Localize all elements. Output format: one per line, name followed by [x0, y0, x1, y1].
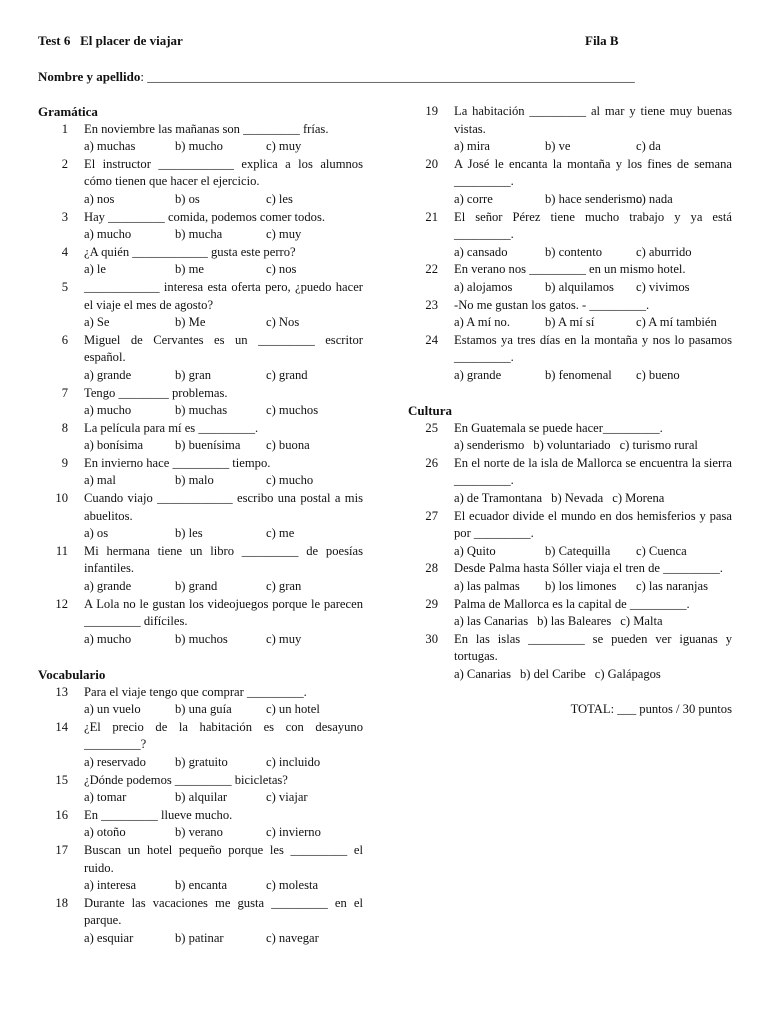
- question-item: [38, 332, 363, 385]
- answer-option[interactable]: a) tomar: [84, 790, 127, 805]
- question-text: El ecuador divide el mundo en dos hemisferios y pasa por _________.: [454, 508, 732, 541]
- page-header: [38, 33, 728, 53]
- answer-option[interactable]: b) grand: [175, 579, 218, 594]
- answer-option[interactable]: c) aburrido: [636, 244, 692, 259]
- question-item: [408, 596, 732, 631]
- answer-option[interactable]: a) mucho: [84, 227, 132, 242]
- question-number: 10: [55, 491, 68, 506]
- question-number: 11: [55, 543, 68, 558]
- question-text: ____________ interesa esta oferta pero, ¿puedo hacer el viaje el mes de agosto?: [84, 279, 363, 312]
- question-text: A Lola no le gustan los videojuegos porque le parecen _________ difíciles.: [84, 596, 363, 629]
- answer-option[interactable]: b) muchas: [175, 403, 228, 418]
- answer-options: [454, 191, 732, 209]
- question-number: 6: [61, 332, 68, 347]
- answer-option[interactable]: a) Se: [84, 315, 110, 330]
- question-text: En las islas _________ se pueden ver iguanas y tortugas.: [454, 631, 732, 664]
- question-item: [408, 297, 732, 332]
- answer-option[interactable]: b) del Caribe: [520, 667, 586, 681]
- question-number: 15: [55, 772, 68, 787]
- answer-option[interactable]: c) las naranjas: [636, 579, 709, 594]
- question-text: En el norte de la isla de Mallorca se encuentra la sierra _________.: [454, 455, 732, 488]
- answer-option[interactable]: c) viajar: [266, 790, 308, 805]
- answer-option[interactable]: c) buona: [266, 438, 310, 453]
- answer-options: [84, 824, 363, 842]
- question-text: ¿Dónde podemos _________ bicicletas?: [84, 772, 288, 787]
- answer-option[interactable]: a) os: [84, 526, 109, 541]
- question-item: [408, 560, 732, 595]
- question-item: [38, 279, 363, 332]
- answer-option[interactable]: c) Nos: [266, 315, 300, 330]
- grammar-list: [38, 121, 363, 649]
- vocab-list: [38, 684, 363, 948]
- answer-option[interactable]: a) de Tramontana: [454, 491, 543, 506]
- question-number: 28: [425, 561, 438, 576]
- answer-options: [84, 191, 363, 209]
- answer-options: [84, 402, 363, 420]
- answer-option[interactable]: c) Morena: [612, 491, 665, 506]
- answer-option[interactable]: c) da: [636, 139, 661, 154]
- question-text: Tengo ________ problemas.: [84, 385, 228, 400]
- name-blank[interactable]: : ___________________________________________________________________________: [140, 69, 635, 84]
- answer-option[interactable]: b) fenomenal: [545, 367, 612, 382]
- answer-option[interactable]: b) Me: [175, 315, 206, 330]
- test-name: El placer de viajar: [80, 33, 183, 48]
- vocab-list-continued: [408, 103, 732, 385]
- answer-option[interactable]: c) A mí también: [636, 315, 717, 330]
- test-title: [38, 33, 183, 49]
- question-text: El señor Pérez tiene mucho trabajo y ya está _________.: [454, 209, 732, 242]
- answer-option[interactable]: c) gran: [266, 579, 302, 594]
- answer-options: [84, 472, 363, 490]
- question-text: La habitación _________ al mar y tiene muy buenas vistas.: [454, 104, 732, 136]
- section-grammar-title: Gramática: [38, 104, 98, 119]
- answer-option[interactable]: a) cansado: [454, 244, 508, 259]
- answer-options: [84, 226, 363, 244]
- question-item: [408, 209, 732, 262]
- question-text: En verano nos _________ en un mismo hotel.: [454, 262, 686, 277]
- answer-options: [454, 138, 732, 156]
- answer-option[interactable]: b) encanta: [175, 878, 228, 893]
- answer-option[interactable]: a) Canarias: [454, 667, 511, 681]
- question-item: [408, 455, 732, 508]
- answer-option[interactable]: c) Malta: [620, 614, 663, 629]
- answer-option[interactable]: b) malo: [175, 473, 214, 488]
- answer-option[interactable]: b) voluntariado: [533, 438, 611, 453]
- question-item: [38, 420, 363, 455]
- answer-option[interactable]: c) incluido: [266, 754, 321, 769]
- question-item: [408, 103, 732, 156]
- answer-option[interactable]: b) ve: [545, 139, 571, 154]
- question-text: La película para mí es _________.: [84, 420, 259, 435]
- question-text: En noviembre las mañanas son _________ frías.: [84, 121, 329, 136]
- question-text: Buscan un hotel pequeño porque les _________ el ruido.: [84, 842, 363, 875]
- answer-option[interactable]: c) nos: [266, 262, 297, 277]
- question-text: Para el viaje tengo que comprar _________.: [84, 684, 307, 699]
- question-number: 22: [425, 262, 438, 277]
- question-number: 23: [425, 297, 438, 312]
- question-text: Mi hermana tiene un libro _________ de poesías infantiles.: [84, 543, 363, 576]
- question-number: 30: [425, 631, 438, 646]
- answer-option[interactable]: b) Catequilla: [545, 543, 611, 558]
- answer-option[interactable]: a) A mí no.: [454, 315, 510, 330]
- answer-option[interactable]: b) gran: [175, 367, 212, 382]
- answer-option[interactable]: b) hace senderismo: [545, 191, 643, 206]
- answer-options: [84, 138, 363, 156]
- question-number: 3: [61, 209, 68, 224]
- answer-option[interactable]: a) otoño: [84, 825, 126, 840]
- answer-options: [454, 613, 732, 631]
- answer-option[interactable]: b) mucho: [175, 139, 223, 154]
- answer-option[interactable]: a) bonísima: [84, 438, 144, 453]
- question-item: [38, 807, 363, 842]
- question-number: 14: [55, 719, 68, 734]
- answer-option[interactable]: b) verano: [175, 825, 223, 840]
- question-number: 5: [61, 279, 68, 294]
- question-item: [408, 420, 732, 455]
- question-number: 25: [425, 420, 438, 435]
- answer-option[interactable]: a) interesa: [84, 878, 137, 893]
- question-item: [408, 261, 732, 296]
- question-text: En Guatemala se puede hacer_________.: [454, 420, 663, 435]
- question-text: Miguel de Cervantes es un _________ escritor español.: [84, 332, 363, 365]
- answer-option[interactable]: c) vivimos: [636, 279, 690, 294]
- answer-option[interactable]: a) las Canarias: [454, 614, 529, 629]
- answer-options: [454, 543, 732, 561]
- question-text: ¿A quién ____________ gusta este perro?: [84, 244, 296, 259]
- answer-options: [454, 367, 732, 385]
- answer-option[interactable]: a) alojamos: [454, 279, 513, 294]
- question-item: [38, 121, 363, 156]
- answer-option[interactable]: a) mucho: [84, 403, 132, 418]
- question-number: 13: [55, 684, 68, 699]
- question-number: 16: [55, 807, 68, 822]
- answer-option[interactable]: c) un hotel: [266, 702, 320, 717]
- question-item: [408, 156, 732, 209]
- answer-option[interactable]: a) las palmas: [454, 579, 520, 594]
- question-text: A José le encanta la montaña y los fines de semana _________.: [454, 156, 732, 189]
- answer-options: [454, 490, 732, 508]
- answer-option[interactable]: a) esquiar: [84, 930, 134, 945]
- answer-option[interactable]: b) les: [175, 526, 203, 541]
- answer-option[interactable]: a) mal: [84, 473, 116, 488]
- question-item: [38, 156, 363, 209]
- answer-option[interactable]: b) patinar: [175, 930, 224, 945]
- question-number: 20: [425, 156, 438, 171]
- question-text: Hay _________ comida, podemos comer todos.: [84, 209, 325, 224]
- answer-option[interactable]: a) un vuelo: [84, 702, 141, 717]
- answer-option[interactable]: c) Galápagos: [594, 667, 661, 681]
- answer-option[interactable]: b) gratuito: [175, 754, 228, 769]
- answer-option[interactable]: c) nada: [636, 191, 673, 206]
- question-text: El instructor ____________ explica a los alumnos cómo tienen que hacer el ejercicio.: [84, 156, 363, 189]
- answer-option[interactable]: c) navegar: [266, 930, 319, 945]
- question-number: 18: [55, 895, 68, 910]
- answer-options: [454, 279, 732, 297]
- answer-option[interactable]: b) alquilamos: [545, 279, 614, 294]
- answer-option[interactable]: b) me: [175, 262, 205, 277]
- question-item: [38, 895, 363, 948]
- question-number: 27: [425, 508, 438, 523]
- answer-option[interactable]: c) muy: [266, 227, 302, 242]
- section-vocab-title: Vocabulario: [38, 667, 106, 682]
- question-item: [38, 772, 363, 807]
- question-item: [38, 543, 363, 596]
- answer-options: [454, 666, 732, 684]
- section-culture-title: Cultura: [408, 403, 453, 419]
- left-column: [38, 103, 363, 948]
- answer-option[interactable]: c) invierno: [266, 825, 321, 840]
- answer-options: [84, 754, 363, 772]
- answer-options: [84, 631, 363, 649]
- question-text: Cuando viajo ____________ escribo una postal a mis abuelitos.: [84, 491, 363, 523]
- answer-options: [84, 525, 363, 543]
- answer-options: [84, 314, 363, 332]
- question-item: [38, 596, 363, 649]
- answer-option[interactable]: c) mucho: [266, 473, 314, 488]
- test-number: Test 6: [38, 33, 71, 48]
- answer-option[interactable]: a) grande: [454, 367, 502, 382]
- answer-option[interactable]: c) les: [266, 191, 293, 206]
- question-number: 21: [425, 209, 438, 224]
- question-number: 24: [425, 332, 438, 347]
- answer-option[interactable]: c) muchos: [266, 403, 319, 418]
- answer-option[interactable]: b) muchos: [175, 631, 228, 646]
- answer-option[interactable]: c) me: [266, 526, 295, 541]
- question-item: [38, 684, 363, 719]
- question-text: Desde Palma hasta Sóller viaja el tren de _________.: [454, 561, 723, 576]
- answer-option[interactable]: b) los limones: [545, 579, 617, 594]
- answer-options: [454, 437, 732, 455]
- answer-option[interactable]: b) contento: [545, 244, 603, 259]
- answer-option[interactable]: b) mucha: [175, 227, 223, 242]
- question-item: [408, 508, 732, 561]
- question-item: [38, 842, 363, 895]
- answer-option[interactable]: b) os: [175, 191, 200, 206]
- question-text: En _________ llueve mucho.: [84, 807, 233, 822]
- question-item: [38, 719, 363, 772]
- answer-option[interactable]: b) buenísima: [175, 438, 241, 453]
- question-number: 12: [55, 596, 68, 611]
- answer-option[interactable]: c) muy: [266, 631, 302, 646]
- section-gap: [38, 648, 363, 666]
- answer-option[interactable]: a) reservado: [84, 754, 146, 769]
- answer-options: [84, 261, 363, 279]
- answer-option[interactable]: c) bueno: [636, 367, 680, 382]
- answer-options: [84, 930, 363, 948]
- question-item: [38, 455, 363, 490]
- question-number: 1: [61, 121, 68, 136]
- answer-option[interactable]: c) grand: [266, 367, 308, 382]
- question-number: 17: [55, 842, 68, 857]
- question-number: 4: [61, 244, 68, 259]
- question-text: Estamos ya tres días en la montaña y nos lo pasamos _________.: [454, 332, 732, 365]
- question-text: Palma de Mallorca es la capital de _________.: [454, 596, 690, 611]
- answer-options: [454, 244, 732, 262]
- answer-option[interactable]: a) grande: [84, 367, 132, 382]
- answer-option[interactable]: b) las Baleares: [537, 614, 612, 629]
- question-item: [38, 244, 363, 279]
- question-number: 9: [61, 455, 68, 470]
- answer-option[interactable]: b) A mí sí: [545, 315, 595, 330]
- answer-option[interactable]: c) Cuenca: [636, 543, 687, 558]
- question-number: 19: [425, 104, 438, 118]
- answer-option[interactable]: c) turismo rural: [619, 438, 698, 453]
- answer-option[interactable]: a) muchas: [84, 139, 136, 154]
- answer-option[interactable]: a) mira: [454, 139, 491, 154]
- question-text: -No me gustan los gatos. - _________.: [454, 297, 650, 312]
- question-item: [38, 209, 363, 244]
- answer-options: [84, 701, 363, 719]
- answer-options: [84, 877, 363, 895]
- answer-option[interactable]: b) una guía: [175, 702, 232, 717]
- question-text: Durante las vacaciones me gusta _________ en el parque.: [84, 895, 363, 928]
- answer-option[interactable]: b) alquilar: [175, 790, 228, 805]
- question-text: En invierno hace _________ tiempo.: [84, 455, 271, 470]
- question-number: 26: [425, 455, 438, 470]
- answer-option[interactable]: a) le: [84, 262, 107, 277]
- question-item: [408, 332, 732, 385]
- name-label: Nombre y apellido: [38, 69, 141, 84]
- question-item: [38, 490, 363, 543]
- answer-option[interactable]: c) molesta: [266, 878, 319, 893]
- section-gap: [408, 385, 732, 403]
- question-number: 8: [61, 420, 68, 435]
- answer-options: [84, 789, 363, 807]
- answer-option[interactable]: a) corre: [454, 191, 493, 206]
- question-text: ¿El precio de la habitación es con desayuno _________?: [84, 719, 363, 752]
- answer-option[interactable]: b) Nevada: [551, 491, 604, 506]
- answer-option[interactable]: a) grande: [84, 579, 132, 594]
- total-score: TOTAL: ___ puntos / 30 puntos: [570, 701, 732, 716]
- answer-options: [454, 314, 732, 332]
- answer-options: [454, 578, 732, 596]
- question-number: 29: [425, 596, 438, 611]
- question-number: 7: [61, 385, 68, 400]
- name-line: [38, 69, 635, 85]
- answer-option[interactable]: a) mucho: [84, 631, 132, 646]
- answer-option[interactable]: a) senderismo: [454, 438, 525, 453]
- answer-option[interactable]: a) nos: [84, 191, 115, 206]
- question-number: 2: [61, 156, 68, 171]
- culture-list: [408, 420, 732, 684]
- answer-options: [84, 437, 363, 455]
- question-item: [38, 385, 363, 420]
- answer-options: [84, 367, 363, 385]
- right-column: [408, 103, 732, 718]
- answer-option[interactable]: a) Quito: [454, 543, 496, 558]
- question-item: [408, 631, 732, 684]
- answer-options: [84, 578, 363, 596]
- fila-label: Fila B: [585, 33, 619, 48]
- answer-option[interactable]: c) muy: [266, 139, 302, 154]
